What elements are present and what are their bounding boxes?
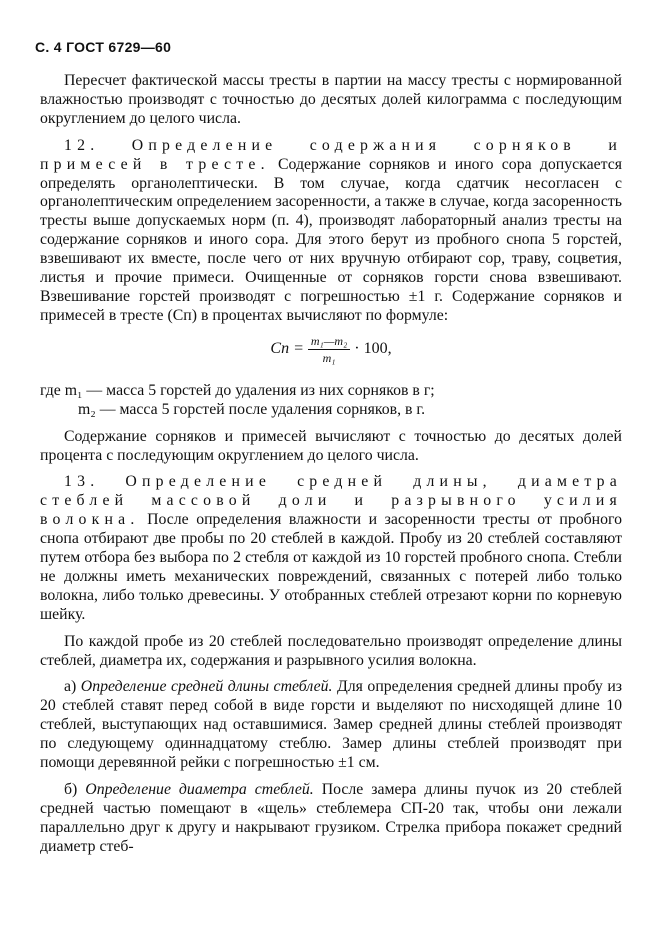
text-column	[40, 72, 622, 865]
section-12-heading: 12. Определение содержания сорняков и примесей в тресте.	[40, 136, 622, 173]
subsection-a-body: Для определения средней длины пробу из 20 стеблей ставят перед собой в виде горсти и выделяют по нисходящей длине 10 стеблей, выступающих над оставшимися. Замер средней длины стеблей производят по следующему одиннадцатому стеблю. Замер длины стеблей производят при помощи деревянной рейки с погрешностью ±1 см.	[40, 678, 623, 772]
subsection-b-heading: Определение диаметра стеблей.	[85, 781, 314, 798]
formula-legend	[40, 382, 622, 420]
subsection-b-body: После замера длины пучок из 20 стеблей средней частью помещают в «щель» стеблемера СП-20 так, чтобы они лежали параллельно друг к другу и накрывают грузиком. Стрелка прибора покажет средний диаметр стеб-	[40, 781, 623, 855]
paragraph-recalculation: Пересчет фактической массы тресты в партии на массу тресты с нормированной влажностью производят с точностью до десятых долей килограмма с последующим округлением до целого числа.	[40, 72, 622, 127]
formula	[40, 334, 622, 378]
subsection-a-heading: Определение средней длины стеблей.	[80, 678, 333, 696]
legend-m1: где m₁ — масса 5 горстей до удаления из них сорняков в г;	[40, 381, 435, 399]
subsection-b	[40, 781, 622, 857]
formula-numerator: m₁—m₂	[308, 334, 350, 350]
page-header: С. 4 ГОСТ 6729—60	[35, 39, 172, 55]
section-12-body: Содержание сорняков и иного сора допускается определять органолептически. В том случае, когда сдатчик несогласен с органолептическим определением засоренности, а также в случае, когда засоренность тресты выше допускаемых норм (п. 4), производят лабораторный анализ тресты на содержание сорняков и иного сора. Для этого берут из пробного снопа 5 горстей, взвешивают их вместе, после чего от них вручную отбирают сор, траву, соцветия, листья и прочие примеси. Очищенные от сорняков горсти снова взвешивают. Взвешивание горстей производят с погрешностью ±1 г. Содержание сорняков и примесей в тресте (Cп) в процентах вычисляют по формуле:	[40, 155, 623, 324]
paragraph-sampling: По каждой пробе из 20 стеблей последовательно производят определение длины стеблей, диаметра их, содержания и разрывного усилия волокна.	[40, 632, 622, 669]
formula-fraction	[308, 334, 350, 365]
subsection-a	[40, 678, 622, 773]
formula-denominator: m₁	[322, 350, 336, 365]
section-13-body: После определения влажности и засоренности тресты от пробного снопа отбирают две пробы по 20 стеблей в каждой. Пробу из 20 стеблей составляют путем отбора без выбора по 2 стебля от каждой из 10 горстей пробного снопа. Стебли не должны иметь механических повреждений, связанных с потерей либо только волокна, либо только древесины. У отобранных стеблей отрезают корни по корневую шейку.	[40, 511, 622, 623]
subsection-b-lead: б)	[64, 781, 78, 798]
section-12	[40, 137, 622, 326]
formula-rhs: · 100,	[354, 339, 392, 357]
paragraph-precision: Содержание сорняков и примесей вычисляют с точностью до десятых долей процента с последующим округлением до целого числа.	[40, 427, 622, 464]
legend-m2: m₂ — масса 5 горстей после удаления сорняков, в г.	[78, 400, 426, 418]
formula-lhs: Cп =	[270, 339, 304, 357]
section-13-heading: 13. Определение средней длины, диаметра стеблей массовой доли и разрывного усилия волокна.	[40, 473, 622, 529]
subsection-a-lead: а)	[64, 678, 77, 696]
section-13	[40, 473, 622, 624]
